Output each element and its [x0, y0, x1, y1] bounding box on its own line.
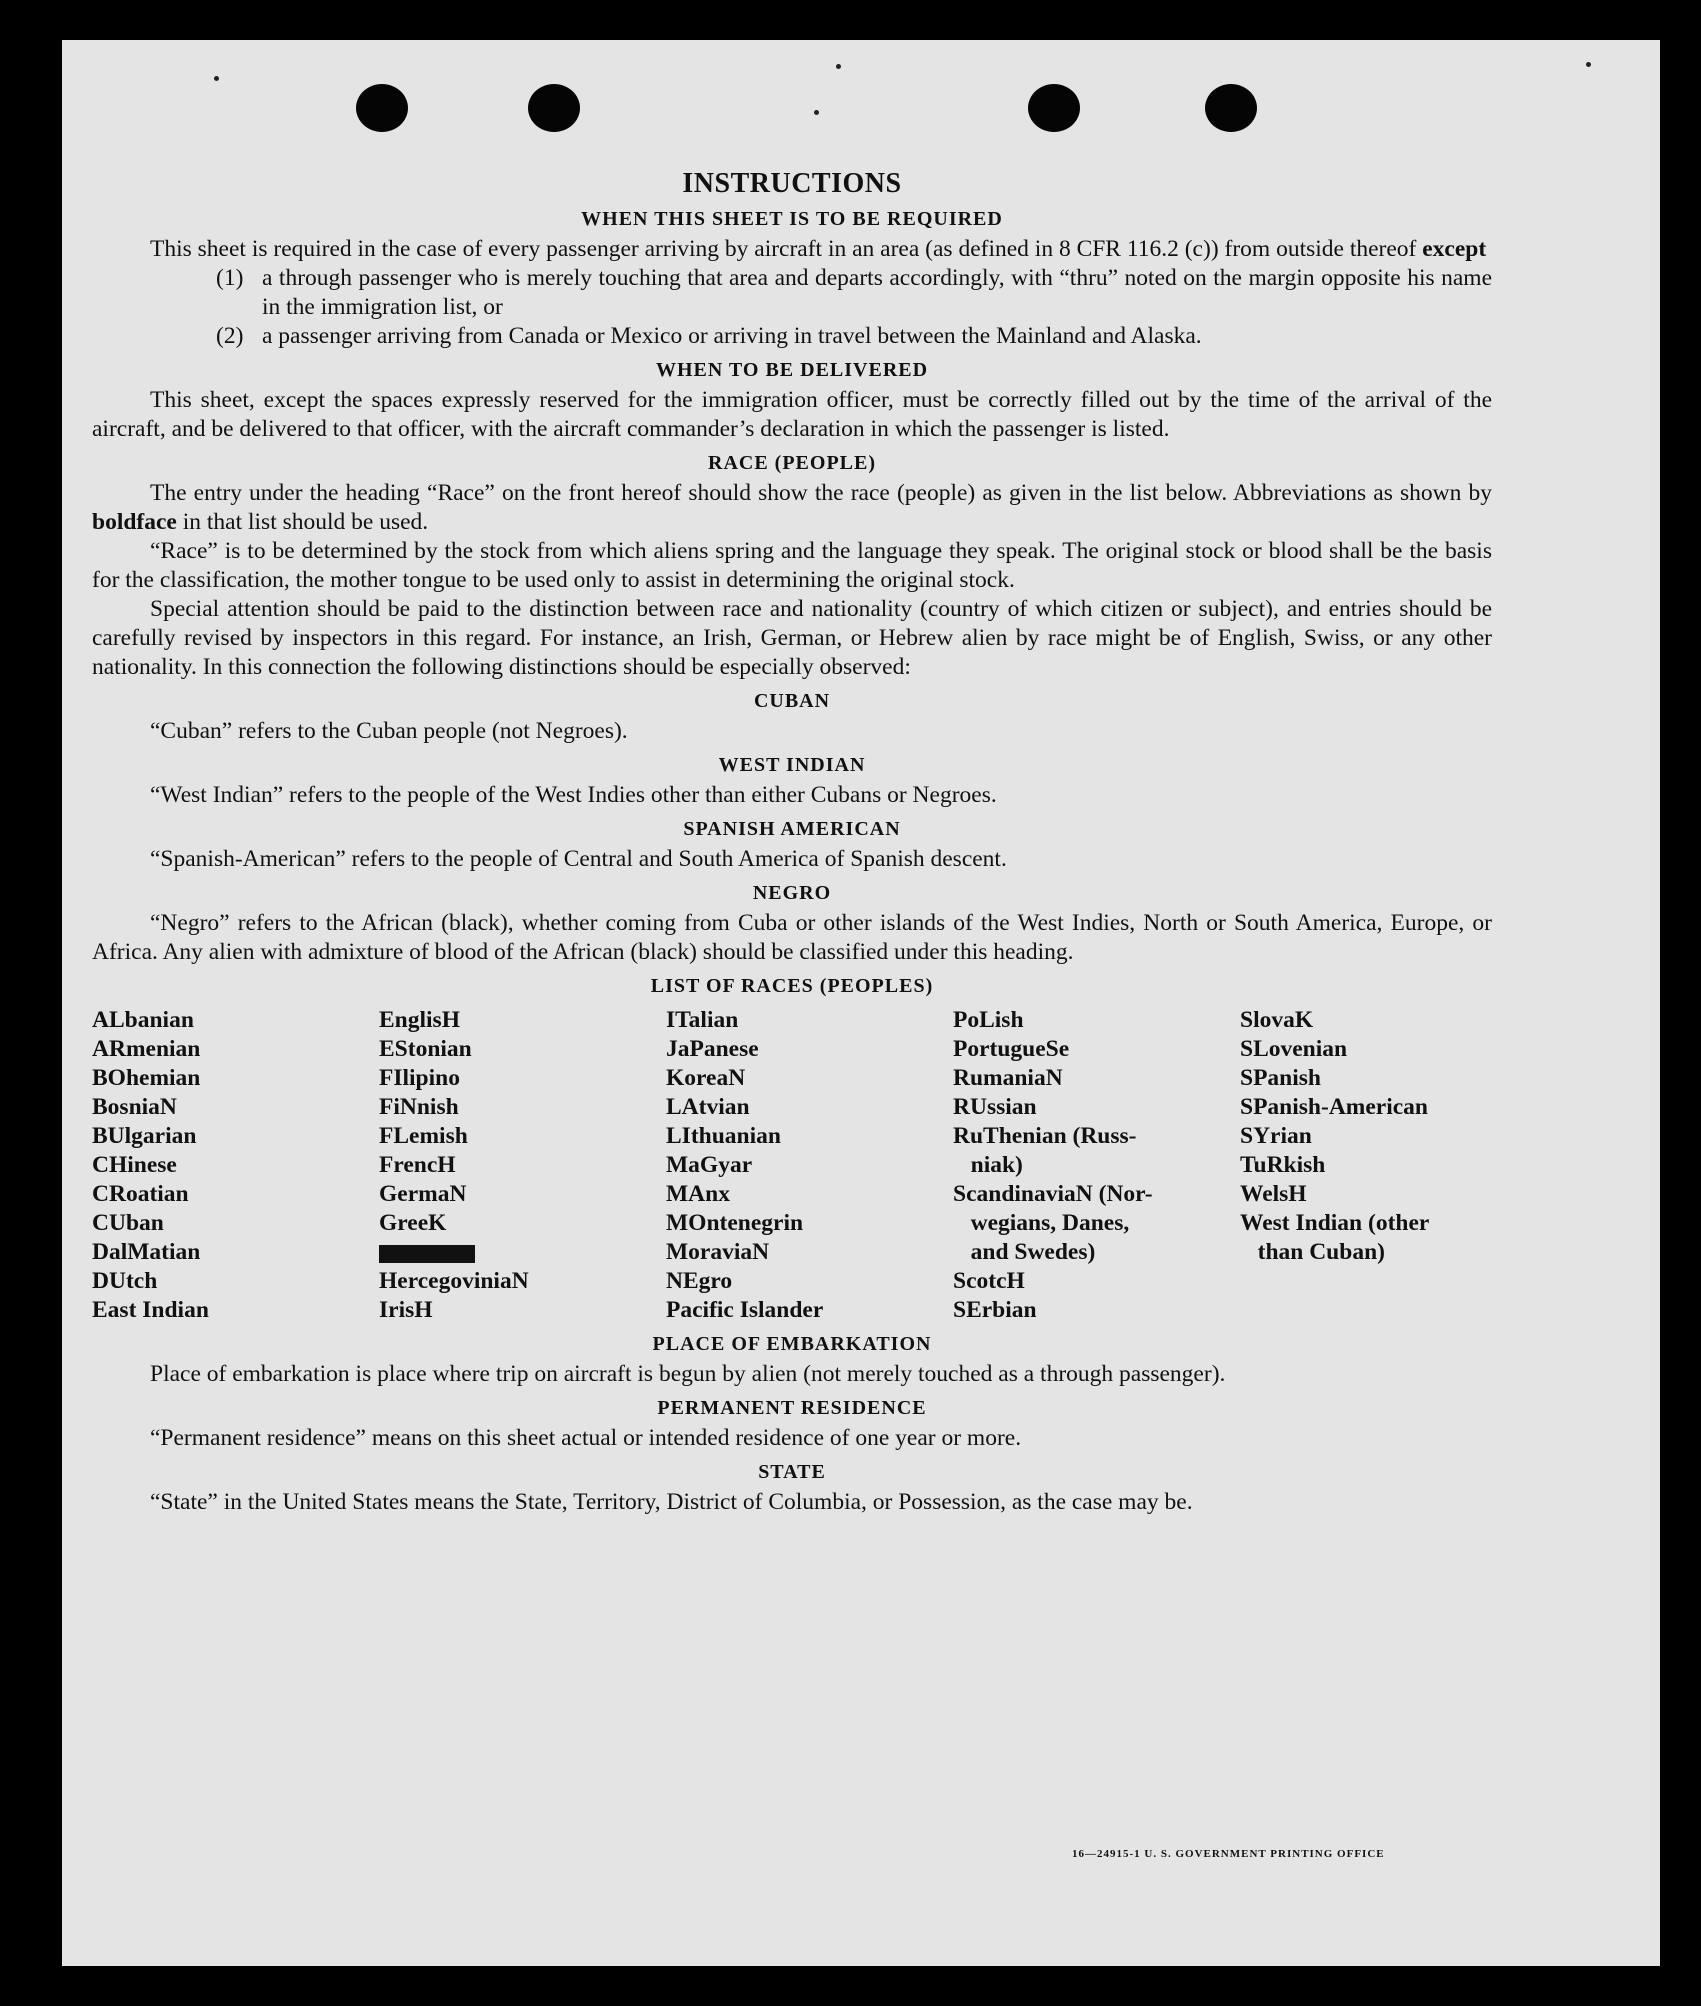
redaction-mark [379, 1245, 475, 1263]
race-entry: SLovenian [1240, 1036, 1348, 1062]
race-entry: JaPanese [666, 1036, 759, 1062]
race-p1-bold: boldface [92, 509, 177, 535]
race-entry: ARmenian [92, 1036, 201, 1062]
race-paragraph-2: “Race” is to be determined by the stock from which aliens spring and the language they speak. The original stock or blood shall be the basis for the classification, the mother tongue to be used only to assist in determining the original stock. [92, 538, 1492, 593]
race-entry: BUlgarian [92, 1123, 197, 1149]
race-entry: FiNnish [379, 1094, 459, 1120]
race-entry: CHinese [92, 1152, 177, 1178]
race-entry: than Cuban) [1240, 1239, 1385, 1265]
race-entry: FIlipino [379, 1065, 460, 1091]
printer-imprint: 16—24915-1 U. S. GOVERNMENT PRINTING OFFICE [1072, 1848, 1385, 1860]
races-column-4 [953, 1006, 1240, 1325]
redacted-entry [379, 1238, 666, 1267]
race-p1-text: The entry under the heading “Race” on the front hereof should show the race (people) as given in the list below. Abbreviations as shown by [150, 480, 1492, 506]
race-entry: CUban [92, 1210, 164, 1236]
race-entry: Pacific Islander [666, 1297, 824, 1323]
item-number: (1) [216, 265, 244, 291]
document-sheet [62, 40, 1660, 1966]
race-entry: KoreaN [666, 1065, 746, 1091]
race-p1-end: in that list should be used. [182, 509, 429, 535]
item-text: a through passenger who is merely touching that area and departs accordingly, with “thru” noted on the margin opposite his name in the immigration list, or [262, 265, 1492, 320]
race-entry: GreeK [379, 1210, 447, 1236]
race-entry: MAnx [666, 1181, 730, 1207]
race-entry: EStonian [379, 1036, 472, 1062]
race-entry: ALbanian [92, 1007, 194, 1033]
race-entry: West Indian (other [1240, 1210, 1430, 1236]
race-entry: WelsH [1240, 1181, 1307, 1207]
race-entry: PortugueSe [953, 1036, 1070, 1062]
race-entry: ScandinaviaN (Nor- [953, 1181, 1153, 1207]
race-entry: EnglisH [379, 1007, 460, 1033]
race-paragraph-1 [92, 479, 1492, 537]
race-entry: TuRkish [1240, 1152, 1326, 1178]
race-entry: DalMatian [92, 1239, 201, 1265]
heading-when-delivered: WHEN TO BE DELIVERED [655, 359, 929, 381]
race-entry: FLemish [379, 1123, 468, 1149]
race-entry: FrencH [379, 1152, 456, 1178]
cuban-text: “Cuban” refers to the Cuban people (not Negroes). [150, 718, 628, 744]
race-entry: MaGyar [666, 1152, 753, 1178]
item-number: (2) [216, 323, 244, 349]
race-entry: and Swedes) [953, 1239, 1096, 1265]
page-title: INSTRUCTIONS [682, 168, 902, 199]
race-entry: DUtch [92, 1268, 158, 1294]
race-entry: RumaniaN [953, 1065, 1063, 1091]
heading-spanish-american: SPANISH AMERICAN [683, 818, 901, 840]
race-entry: IrisH [379, 1297, 433, 1323]
race-entry: BosniaN [92, 1094, 177, 1120]
exception-item [216, 322, 1492, 351]
heading-negro: NEGRO [752, 882, 832, 904]
punch-hole [1028, 84, 1080, 132]
race-entry: RUssian [953, 1094, 1037, 1120]
race-entry: MOntenegrin [666, 1210, 804, 1236]
punch-hole [1205, 84, 1257, 132]
race-entry: ITalian [666, 1007, 739, 1033]
races-column-5 [1240, 1006, 1500, 1325]
heading-list-of-races: LIST OF RACES (PEOPLES) [650, 975, 934, 997]
negro-text: “Negro” refers to the African (black), whether coming from Cuba or other islands of the West Indies, North or South America, Europe, or Africa. Any alien with admixture of blood of the African (black) should be classified under this heading. [92, 910, 1492, 965]
race-entry: HercegoviniaN [379, 1268, 529, 1294]
race-entry: SlovaK [1240, 1007, 1314, 1033]
race-entry: RuThenian (Russ- [953, 1123, 1137, 1149]
heading-permanent-residence: PERMANENT RESIDENCE [657, 1397, 927, 1419]
race-entry: niak) [953, 1152, 1023, 1178]
race-entry: MoraviaN [666, 1239, 770, 1265]
heading-when-required: WHEN THIS SHEET IS TO BE REQUIRED [581, 208, 1003, 230]
instructions-content [92, 168, 1492, 1517]
spanish-american-text: “Spanish-American” refers to the people of Central and South America of Spanish descent. [150, 846, 1007, 872]
exception-item [216, 264, 1492, 322]
race-paragraph-3: Special attention should be paid to the distinction between race and nationality (country of which citizen or subject), and entries should be carefully revised by inspectors in this regard. For instance, an Irish, German, or Hebrew alien by race might be of English, Swiss, or any other nationality. In this connection the following distinctions should be especially observed: [92, 596, 1492, 680]
races-column-2 [379, 1006, 666, 1325]
heading-state: STATE [758, 1461, 826, 1483]
race-entry: SYrian [1240, 1123, 1312, 1149]
intro-text: This sheet is required in the case of every passenger arriving by aircraft in an area (as defined in 8 CFR 116.2 (c)) from outside thereof [150, 236, 1417, 262]
west-indian-text: “West Indian” refers to the people of the West Indies other than either Cubans or Negroes. [150, 782, 997, 808]
when-delivered-text: This sheet, except the spaces expressly reserved for the immigration officer, must be correctly filled out by the time of the arrival of the aircraft, and be delivered to that officer, with the aircraft commander’s declaration in which the passenger is listed. [92, 387, 1492, 442]
speck [836, 64, 841, 69]
residence-text: “Permanent residence” means on this sheet actual or intended residence of one year or more. [150, 1425, 1022, 1451]
punch-hole [528, 84, 580, 132]
when-required-intro [92, 235, 1492, 264]
speck [214, 76, 219, 81]
race-entry: CRoatian [92, 1181, 189, 1207]
speck [814, 110, 819, 115]
race-entry: SPanish [1240, 1065, 1321, 1091]
speck [1586, 62, 1591, 67]
races-column-1 [92, 1006, 379, 1325]
race-entry: PoLish [953, 1007, 1024, 1033]
race-entry: BOhemian [92, 1065, 201, 1091]
race-entry: ScotcH [953, 1268, 1025, 1294]
race-entry: SErbian [953, 1297, 1037, 1323]
races-column-3 [666, 1006, 953, 1325]
heading-embarkation: PLACE OF EMBARKATION [652, 1333, 932, 1355]
race-entry: NEgro [666, 1268, 733, 1294]
heading-west-indian: WEST INDIAN [718, 754, 866, 776]
race-entry: wegians, Danes, [953, 1210, 1130, 1236]
race-entry: East Indian [92, 1297, 209, 1323]
race-entry: GermaN [379, 1181, 467, 1207]
race-entry: LIthuanian [666, 1123, 781, 1149]
intro-bold-text: except [1422, 236, 1487, 262]
races-list [92, 1006, 1492, 1325]
embarkation-text: Place of embarkation is place where trip on aircraft is begun by alien (not merely touched as a through passenger). [150, 1361, 1226, 1387]
heading-race: RACE (PEOPLE) [708, 452, 876, 474]
race-entry: SPanish-American [1240, 1094, 1428, 1120]
item-text: a passenger arriving from Canada or Mexico or arriving in travel between the Mainland and Alaska. [262, 323, 1202, 349]
race-entry: LAtvian [666, 1094, 750, 1120]
punch-hole [356, 84, 408, 132]
state-text: “State” in the United States means the State, Territory, District of Columbia, or Possession, as the case may be. [150, 1489, 1193, 1515]
heading-cuban: CUBAN [753, 690, 831, 712]
